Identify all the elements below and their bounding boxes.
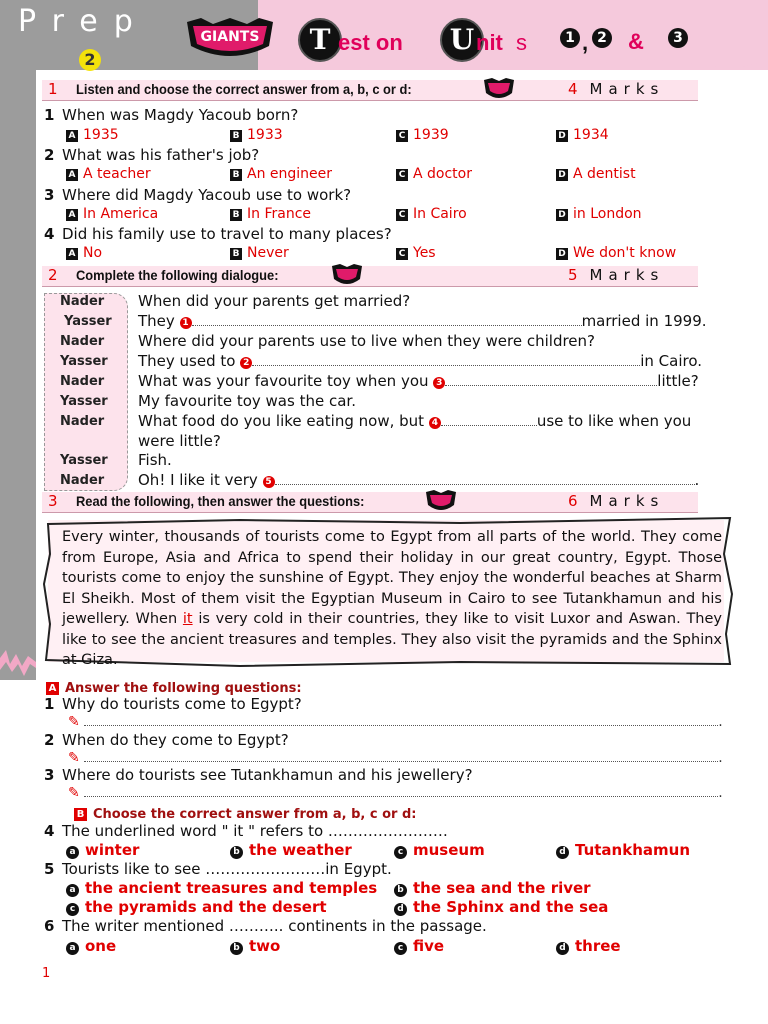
mini-giants-logo: [330, 263, 364, 287]
answer-line-3[interactable]: ✎ .: [68, 785, 723, 801]
dialogue-speaker: Yasser: [60, 354, 108, 369]
answer-line-2[interactable]: ✎ .: [68, 750, 723, 766]
b-q5-option-b[interactable]: b the sea and the river: [394, 879, 591, 897]
section-3-marks: [568, 492, 664, 510]
s1-q4-option-d[interactable]: D We don't know: [556, 245, 676, 261]
left-grey-band: [0, 0, 36, 680]
s1-question-4: 4 Did his family use to travel to many places?: [44, 225, 392, 243]
s1-q4-option-a[interactable]: A No: [66, 245, 102, 261]
section-1-title: Listen and choose the correct answer from a, b, c or d:: [76, 81, 412, 97]
s1-question-3: 3 Where did Magdy Yacoub use to work?: [44, 186, 352, 204]
prep-grade-number: 2: [79, 49, 101, 71]
b-q5-option-d[interactable]: d the Sphinx and the sea: [394, 898, 608, 916]
s1-q4-option-c[interactable]: C Yes: [396, 245, 436, 261]
b-q4-option-c[interactable]: c museum: [394, 841, 485, 859]
unit-comma: ,: [582, 30, 589, 55]
title-nit: nit: [476, 30, 503, 55]
mini-giants-logo: [424, 489, 458, 513]
s1-q3-option-a[interactable]: A In America: [66, 206, 158, 222]
part-b-question-5: 5 Tourists like to see ……………………in Egypt.: [44, 860, 392, 878]
section-1-header: [42, 80, 698, 101]
s1-question-2: 2 What was his father's job?: [44, 146, 260, 164]
b-q6-option-c[interactable]: c five: [394, 937, 444, 955]
section-3-marks-word: Marks: [589, 492, 665, 510]
blank-3-input[interactable]: [445, 385, 657, 386]
section-1-marks-word: Marks: [589, 80, 665, 98]
b-q5-option-c[interactable]: c the pyramids and the desert: [66, 898, 327, 916]
unit-ampersand: &: [628, 29, 644, 54]
unit-number-2: 2: [592, 28, 612, 48]
section-3-marks-number: 6: [568, 492, 578, 510]
mini-giants-logo: [482, 77, 516, 101]
blank-number-1: 1: [180, 317, 192, 329]
section-2-header: [42, 266, 698, 287]
s1-q2-option-d[interactable]: D A dentist: [556, 166, 636, 182]
blank-number-5: 5: [263, 476, 275, 488]
dialogue-speaker: Nader: [60, 473, 105, 488]
s1-question-1: 1 When was Magdy Yacoub born?: [44, 106, 299, 124]
part-b-heading: B Choose the correct answer from a, b, c or d:: [74, 803, 416, 822]
s1-q3-option-d[interactable]: D in London: [556, 206, 642, 222]
dialogue-line-3: Where did your parents use to live when they were children?: [138, 332, 595, 350]
section-3-number: 3: [48, 492, 58, 510]
title-U-circle: U: [440, 18, 484, 62]
part-a-heading: A Answer the following questions:: [46, 677, 302, 696]
dialogue-line-7: What food do you like eating now, but 4 use to like when you: [138, 412, 692, 430]
underlined-it: it: [182, 611, 193, 627]
dialogue-line-7-cont: were little?: [138, 432, 221, 450]
section-2-marks: [568, 266, 664, 284]
dialogue-speaker: Nader: [60, 294, 105, 309]
dialogue-line-6: My favourite toy was the car.: [138, 392, 356, 410]
s1-q4-option-b[interactable]: B Never: [230, 245, 289, 261]
part-a-question-1: 1 Why do tourists come to Egypt?: [44, 695, 302, 713]
section-2-marks-word: Marks: [589, 266, 665, 284]
dialogue-line-2: They 1 married in 1999.: [138, 312, 707, 330]
answer-line-1[interactable]: ✎ .: [68, 714, 723, 730]
giants-logo: [183, 16, 277, 64]
b-q4-option-b[interactable]: b the weather: [230, 841, 352, 859]
s1-q2-option-b[interactable]: B An engineer: [230, 166, 332, 182]
prep-label: Prep: [18, 4, 149, 39]
b-q4-option-d[interactable]: d Tutankhamun: [556, 841, 690, 859]
b-q6-option-b[interactable]: b two: [230, 937, 280, 955]
part-b-question-4: 4 The underlined word " it " refers to ……………………: [44, 822, 448, 840]
logo-text: GIANTS: [200, 29, 260, 45]
dialogue-speaker: Nader: [60, 414, 105, 429]
dialogue-line-8: Fish.: [138, 451, 172, 469]
b-q5-option-a[interactable]: a the ancient treasures and temples: [66, 879, 377, 897]
section-1-marks-number: 4: [568, 80, 578, 98]
dialogue-speaker: Yasser: [60, 394, 108, 409]
blank-5-input[interactable]: [275, 484, 695, 485]
title-s: s: [516, 30, 527, 55]
b-q6-option-d[interactable]: d three: [556, 937, 621, 955]
dialogue-line-1: When did your parents get married?: [138, 292, 411, 310]
part-b-question-6: 6 The writer mentioned ……….. continents in the passage.: [44, 917, 487, 935]
dialogue-line-9: Oh! I like it very 5 .: [138, 471, 700, 489]
page-number: 1: [42, 966, 51, 981]
s1-q3-option-c[interactable]: C In Cairo: [396, 206, 467, 222]
section-2-number: 2: [48, 266, 58, 284]
section-2-title: Complete the following dialogue:: [76, 267, 279, 283]
part-a-question-3: 3 Where do tourists see Tutankhamun and his jewellery?: [44, 766, 473, 784]
blank-number-4: 4: [429, 417, 441, 429]
section-2-marks-number: 5: [568, 266, 578, 284]
title-T-circle: T: [298, 18, 342, 62]
s1-q1-option-a[interactable]: A 1935: [66, 127, 119, 143]
blank-2-input[interactable]: [252, 365, 640, 366]
dialogue-speaker: Yasser: [60, 453, 108, 468]
unit-number-3: 3: [668, 28, 688, 48]
header-wave-decoration: [258, 56, 768, 72]
dialogue-speaker: Nader: [60, 374, 105, 389]
s1-q1-option-d[interactable]: D 1934: [556, 127, 609, 143]
dialogue-line-5: What was your favourite toy when you 3 little?: [138, 372, 699, 390]
s1-q1-option-c[interactable]: C 1939: [396, 127, 449, 143]
b-q4-option-a[interactable]: a winter: [66, 841, 139, 859]
s1-q3-option-b[interactable]: B In France: [230, 206, 311, 222]
blank-1-input[interactable]: [192, 325, 582, 326]
dialogue-speaker: Yasser: [64, 314, 112, 329]
section-1-marks: [568, 80, 664, 98]
section-3-title: Read the following, then answer the questions:: [76, 493, 365, 509]
section-1-number: 1: [48, 80, 58, 98]
blank-4-input[interactable]: [441, 425, 537, 426]
unit-number-1: 1: [560, 28, 580, 48]
reading-passage: Every winter, thousands of tourists come to Egypt from all parts of the world. They come from Europe, Asia and Africa to spend their holiday in our great country, Egypt. Those tourists come to enjoy the sunshine of Egypt. They enjoy the wonderful beaches at Sharm El Sheikh. Most of them visit the Egyptian Museum in Cairo to see Tutankhamun and his jewellery. When it is very cold in their countries, they like to visit Luxor and Aswan. They like to see the ancient treasures and temples. They also visit the pyramids and the Sphinx at Giza.: [62, 529, 722, 668]
b-q6-option-a[interactable]: a one: [66, 937, 116, 955]
blank-number-2: 2: [240, 357, 252, 369]
pink-drip-decoration: [0, 650, 36, 690]
s1-q2-option-a[interactable]: A A teacher: [66, 166, 151, 182]
blank-number-3: 3: [433, 377, 445, 389]
title-est-on: est on: [338, 30, 403, 55]
s1-q1-option-b[interactable]: B 1933: [230, 127, 283, 143]
dialogue-line-4: They used to 2 in Cairo.: [138, 352, 703, 370]
dialogue-speaker: Nader: [60, 334, 105, 349]
part-a-question-2: 2 When do they come to Egypt?: [44, 731, 289, 749]
s1-q2-option-c[interactable]: C A doctor: [396, 166, 472, 182]
section-3-header: [42, 492, 698, 513]
